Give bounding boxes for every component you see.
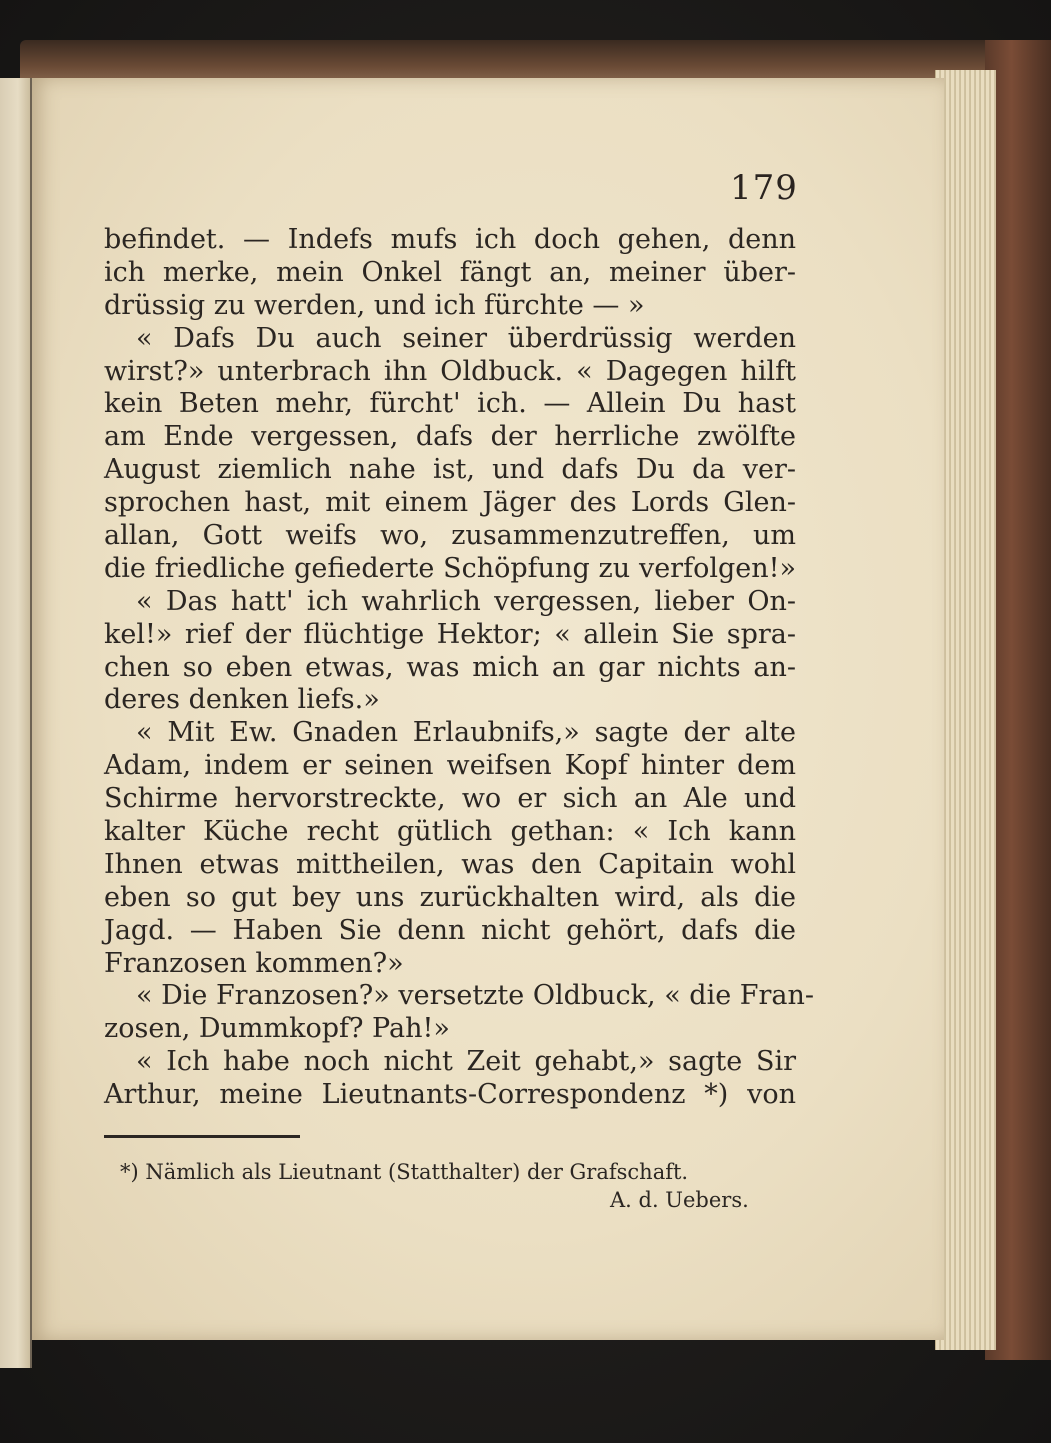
text-line: chen so eben etwas, was mich an gar nichts an- bbox=[104, 651, 796, 683]
text-line: drüssig zu werden, und ich fürchte — » bbox=[104, 289, 645, 321]
text-line: befindet. — Indefs mufs ich doch gehen, denn bbox=[104, 224, 796, 255]
footnote-rule bbox=[104, 1135, 300, 1138]
text-line: allan, Gott weifs wo, zusammenzutreffen, um bbox=[104, 520, 796, 552]
text-line: sprochen hast, mit einem Jäger des Lords Glen- bbox=[104, 487, 796, 519]
text-line: eben so gut bey uns zurückhalten wird, als die bbox=[104, 881, 796, 913]
footnote-line-1: *) Nämlich als Lieutnant (Statthalter) der Grafschaft. bbox=[120, 1160, 689, 1184]
text-line: « Mit Ew. Gnaden Erlaubnifs,» sagte der alte bbox=[136, 717, 796, 749]
text-line: zosen, Dummkopf? Pah!» bbox=[104, 1013, 450, 1045]
left-page-edge bbox=[0, 78, 32, 1368]
text-line: Ihnen etwas mittheilen, was den Capitain wohl bbox=[104, 848, 796, 880]
text-line: Franzosen kommen?» bbox=[104, 947, 404, 979]
text-line: wirst?» unterbrach ihn Oldbuck. « Dagegen hilft bbox=[104, 355, 796, 387]
text-line: « Ich habe noch nicht Zeit gehabt,» sagte Sir bbox=[136, 1046, 796, 1078]
page-stack-edge bbox=[935, 70, 996, 1350]
body-text bbox=[104, 224, 815, 1112]
text-line: die friedliche gefiederte Schöpfung zu verfolgen!» bbox=[104, 552, 796, 584]
text-line: Arthur, meine Lieutnants-Correspondenz *) von bbox=[104, 1079, 796, 1111]
text-line: August ziemlich nahe ist, und dafs Du da ver- bbox=[104, 454, 796, 486]
text-line: Jagd. — Haben Sie denn nicht gehört, dafs die bbox=[104, 914, 796, 946]
text-line: deres denken liefs.» bbox=[104, 684, 380, 716]
text-line: ich merke, mein Onkel fängt an, meiner über- bbox=[104, 256, 796, 288]
text-line: kalter Küche recht gütlich gethan: « Ich kann bbox=[104, 816, 796, 848]
footnote bbox=[120, 1158, 800, 1214]
text-line: Schirme hervorstreckte, wo er sich an Ale und bbox=[104, 783, 796, 815]
page-number: 179 bbox=[730, 168, 798, 208]
text-line: « Die Franzosen?» versetzte Oldbuck, « die Fran- bbox=[136, 980, 815, 1012]
text-line: kel!» rief der flüchtige Hektor; « allein Sie spra- bbox=[104, 618, 796, 650]
text-line: « Dafs Du auch seiner überdrüssig werden bbox=[136, 322, 796, 354]
text-line: am Ende vergessen, dafs der herrliche zwölfte bbox=[104, 421, 796, 453]
text-line: kein Beten mehr, fürcht' ich. — Allein Du hast bbox=[104, 388, 796, 420]
text-line: « Das hatt' ich wahrlich vergessen, lieber On- bbox=[136, 585, 796, 617]
text-line: Adam, indem er seinen weifsen Kopf hinter dem bbox=[104, 750, 796, 782]
footnote-line-2: A. d. Uebers. bbox=[610, 1188, 749, 1212]
